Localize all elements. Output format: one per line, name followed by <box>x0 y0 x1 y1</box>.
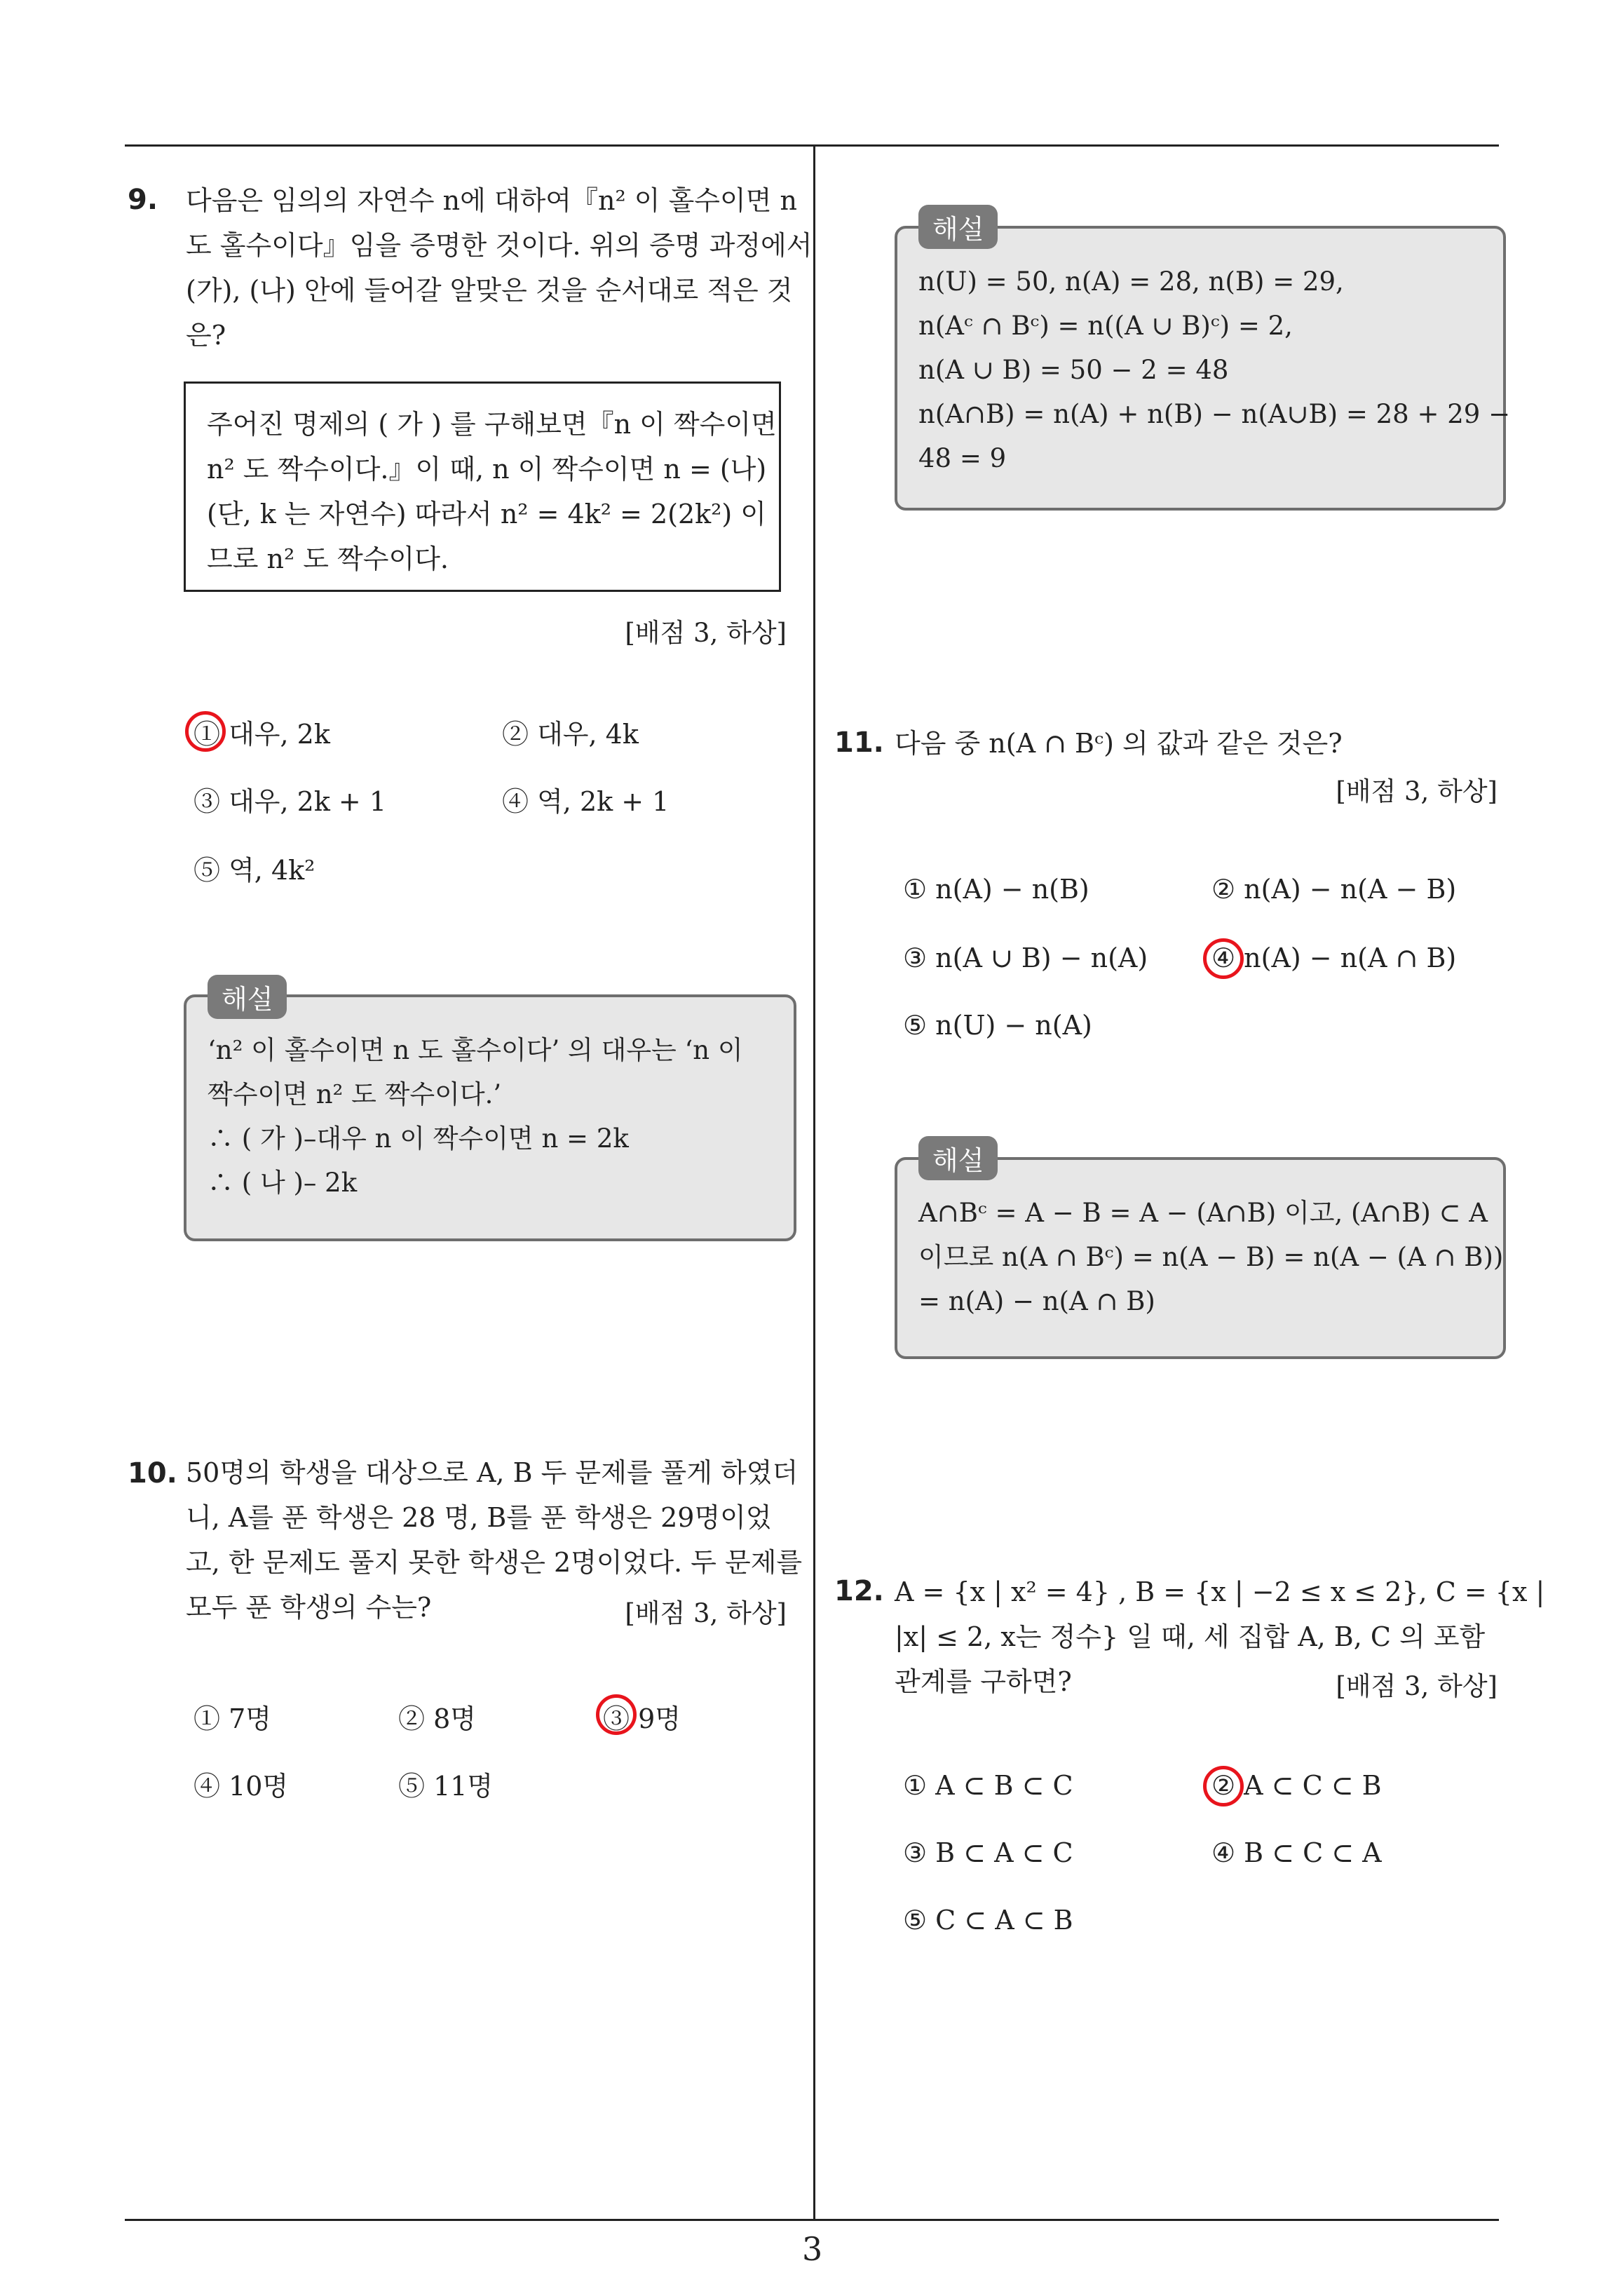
q10-line: 50명의 학생을 대상으로 A, B 두 문제를 풀게 하였더 <box>186 1457 799 1488</box>
solution-line: 48 = 9 <box>918 443 1007 473</box>
q12-choice-1[interactable]: ① A ⊂ B ⊂ C <box>903 1770 1073 1801</box>
q12-line: 관계를 구하면? <box>895 1666 1072 1697</box>
proof-box <box>184 381 781 592</box>
q11-solution-box <box>895 1157 1506 1359</box>
bottom-rule <box>125 2219 1499 2221</box>
q12-score: [배점 3, 하상] <box>1336 1671 1498 1701</box>
q12-line: |x| ≤ 2, x는 정수} 일 때, 세 집합 A, B, C 의 포함 <box>895 1621 1486 1652</box>
q9-choice-2[interactable]: ② 대우, 4k <box>502 719 639 750</box>
q10-choice-1[interactable]: ① 7명 <box>193 1703 271 1734</box>
q10-line: 고, 한 문제도 풀지 못한 학생은 2명이었다. 두 문제를 <box>186 1547 803 1578</box>
q9-score: [배점 3, 하상] <box>625 618 787 648</box>
q10-line: 모두 푼 학생의 수는? <box>186 1592 432 1623</box>
solution-line: ‘n² 이 홀수이면 n 도 홀수이다’ 의 대우는 ‘n 이 <box>208 1035 743 1065</box>
question-12-number: 12. <box>834 1575 884 1607</box>
solution-line: n(A ∪ B) = 50 − 2 = 48 <box>918 355 1229 385</box>
proof-line: n² 도 짝수이다.』이 때, n 이 짝수이면 n = (나) <box>207 454 767 485</box>
answer-mark-circle <box>1203 1766 1244 1807</box>
q10-line: 니, A를 푼 학생은 28 명, B를 푼 학생은 29명이었 <box>186 1502 772 1533</box>
q9-choice-5[interactable]: ⑤ 역, 4k² <box>193 855 315 886</box>
question-11-text: 다음 중 n(A ∩ Bᶜ) 의 값과 같은 것은? <box>895 728 1343 759</box>
question-9-number: 9. <box>128 184 158 216</box>
answer-mark-circle <box>1203 938 1244 979</box>
q12-choice-5[interactable]: ⑤ C ⊂ A ⊂ B <box>903 1905 1073 1936</box>
solution-line: 이므로 n(A ∩ Bᶜ) = n(A − B) = n(A − (A ∩ B)) <box>918 1242 1504 1272</box>
column-divider <box>813 144 815 2220</box>
top-rule <box>125 144 1499 147</box>
solution-line: n(U) = 50, n(A) = 28, n(B) = 29, <box>918 266 1344 297</box>
solution-line: 짝수이면 n² 도 짝수이다.’ <box>208 1079 502 1109</box>
q10-solution-box <box>895 226 1511 511</box>
proof-line: 주어진 명제의 ( 가 ) 를 구해보면『n 이 짝수이면 <box>207 409 777 440</box>
q11-choice-5[interactable]: ⑤ n(U) − n(A) <box>903 1010 1092 1041</box>
q11-choice-3[interactable]: ③ n(A ∪ B) − n(A) <box>903 943 1148 973</box>
solution-line: = n(A) − n(A ∩ B) <box>918 1286 1155 1316</box>
q9-line: 은? <box>186 320 226 351</box>
solution-line: A∩Bᶜ = A − B = A − (A∩B) 이고, (A∩B) ⊂ A <box>918 1198 1488 1228</box>
q9-line: (가), (나) 안에 들어갈 알맞은 것을 순서대로 적은 것 <box>186 275 793 306</box>
q11-solution-tag: 해설 <box>918 1136 998 1180</box>
q12-line: A = {x | x² = 4} , B = {x | −2 ≤ x ≤ 2}, C = {x | <box>895 1576 1545 1607</box>
q10-choice-5[interactable]: ⑤ 11명 <box>398 1771 494 1802</box>
q12-choice-4[interactable]: ④ B ⊂ C ⊂ A <box>1211 1837 1382 1868</box>
solution-line: n(Aᶜ ∩ Bᶜ) = n((A ∪ B)ᶜ) = 2, <box>918 311 1293 341</box>
q9-choice-3[interactable]: ③ 대우, 2k + 1 <box>193 786 387 817</box>
question-11-number: 11. <box>834 727 884 759</box>
answer-mark-circle <box>596 1694 637 1735</box>
proof-line: (단, k 는 자연수) 따라서 n² = 4k² = 2(2k²) 이 <box>207 499 767 529</box>
q12-choice-2[interactable]: ② A ⊂ C ⊂ B <box>1211 1770 1382 1801</box>
q10-choice-4[interactable]: ④ 10명 <box>193 1771 289 1802</box>
q9-solution-box <box>184 994 796 1241</box>
solution-line: ∴ ( 나 )– 2k <box>208 1168 358 1198</box>
q10-score: [배점 3, 하상] <box>625 1598 787 1628</box>
q9-solution-tag: 해설 <box>208 975 287 1019</box>
q10-choice-3[interactable]: ③ 9명 <box>603 1703 681 1734</box>
proof-line: 므로 n² 도 짝수이다. <box>207 543 449 574</box>
q11-choice-4[interactable]: ④ n(A) − n(A ∩ B) <box>1211 943 1457 973</box>
q9-choice-1[interactable]: ① 대우, 2k <box>193 719 330 750</box>
solution-line: ∴ ( 가 )–대우 n 이 짝수이면 n = 2k <box>208 1123 629 1154</box>
q11-choice-2[interactable]: ② n(A) − n(A − B) <box>1211 874 1457 905</box>
answer-mark-circle <box>185 711 226 752</box>
question-9-text <box>186 178 813 358</box>
q9-choice-4[interactable]: ④ 역, 2k + 1 <box>502 786 670 817</box>
q10-choice-2[interactable]: ② 8명 <box>398 1703 476 1734</box>
page-number: 3 <box>802 2230 823 2268</box>
q11-score: [배점 3, 하상] <box>1336 776 1498 806</box>
q9-line: 도 홀수이다』임을 증명한 것이다. 위의 증명 과정에서 <box>186 230 813 261</box>
q11-choice-1[interactable]: ① n(A) − n(B) <box>903 874 1089 905</box>
question-10-number: 10. <box>128 1457 177 1490</box>
q9-line: 다음은 임의의 자연수 n에 대하여『n² 이 홀수이면 n <box>186 185 797 216</box>
q10-solution-tag: 해설 <box>918 205 998 249</box>
q12-choice-3[interactable]: ③ B ⊂ A ⊂ C <box>903 1837 1073 1868</box>
solution-line: n(A∩B) = n(A) + n(B) − n(A∪B) = 28 + 29 − <box>918 399 1511 429</box>
